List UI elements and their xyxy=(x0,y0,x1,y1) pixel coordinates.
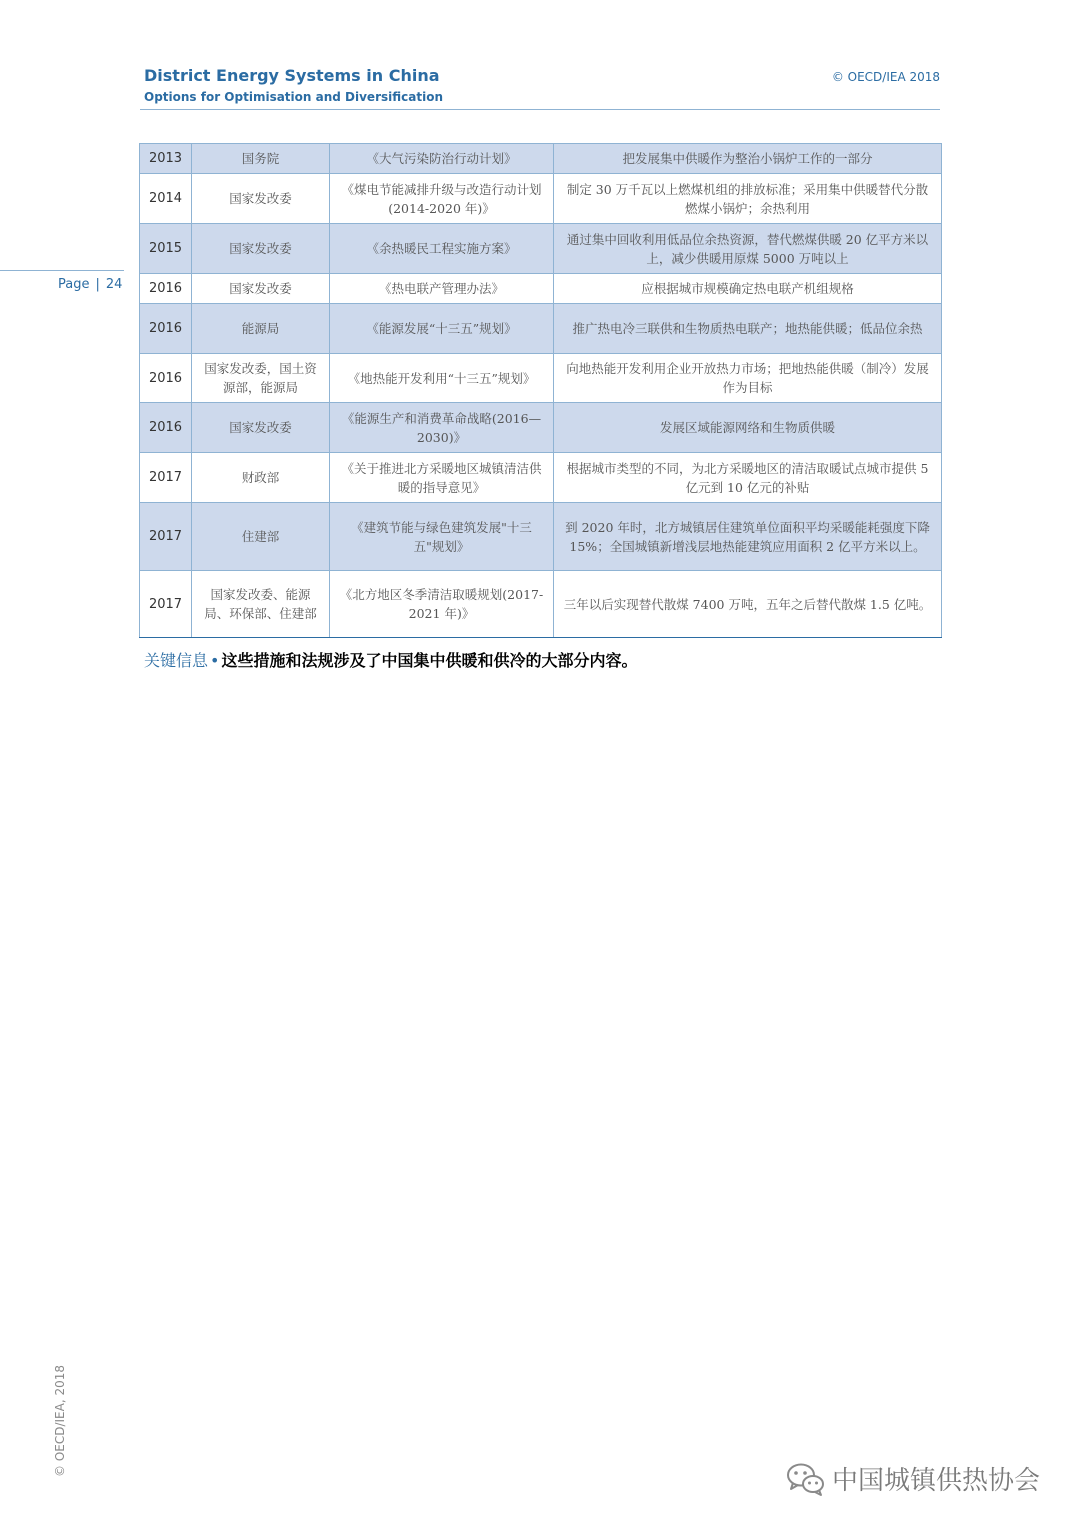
page-word: Page xyxy=(58,277,90,292)
table-row xyxy=(140,304,942,354)
table-row xyxy=(140,144,942,174)
document-cell: 《建筑节能与绿色建筑发展"十三五"规划》 xyxy=(330,503,554,571)
document-title: District Energy Systems in China xyxy=(144,66,440,85)
key-message-label: 关键信息 xyxy=(144,651,209,670)
policy-table xyxy=(139,143,942,638)
table-row xyxy=(140,453,942,503)
agency-cell: 能源局 xyxy=(192,304,330,354)
agency-cell: 国家发改委 xyxy=(192,224,330,274)
table-row xyxy=(140,503,942,571)
content-cell: 把发展集中供暖作为整治小锅炉工作的一部分 xyxy=(554,144,942,174)
document-cell: 《关于推进北方采暖地区城镇清洁供暖的指导意见》 xyxy=(330,453,554,503)
year-cell: 2016 xyxy=(140,354,192,403)
side-copyright: © OECD/IEA, 2018 xyxy=(53,1364,67,1477)
document-cell: 《大气污染防治行动计划》 xyxy=(330,144,554,174)
content-cell: 应根据城市规模确定热电联产机组规格 xyxy=(554,274,942,304)
page-number: 24 xyxy=(105,277,123,292)
agency-cell: 国家发改委 xyxy=(192,403,330,453)
content-cell: 通过集中回收利用低品位余热资源，替代燃煤供暖 20 亿平方米以上，减少供暖用原煤 5000 万吨以上 xyxy=(554,224,942,274)
header-divider xyxy=(140,109,940,110)
watermark-text: 中国城镇供热协会 xyxy=(832,1466,1041,1496)
year-cell: 2017 xyxy=(140,571,192,638)
agency-cell: 国家发改委 xyxy=(192,174,330,224)
content-cell: 三年以后实现替代散煤 7400 万吨，五年之后替代散煤 1.5 亿吨。 xyxy=(554,571,942,638)
header-copyright: © OECD/IEA 2018 xyxy=(831,70,940,84)
page-separator: | xyxy=(95,277,100,292)
watermark xyxy=(786,1460,1040,1497)
document-subtitle: Options for Optimisation and Diversification xyxy=(144,90,443,104)
table-row xyxy=(140,174,942,224)
content-cell: 制定 30 万千瓦以上燃煤机组的排放标准；采用集中供暖替代分散燃煤小锅炉；余热利用 xyxy=(554,174,942,224)
content-cell: 根据城市类型的不同，为北方采暖地区的清洁取暖试点城市提供 5 亿元到 10 亿元的补贴 xyxy=(554,453,942,503)
margin-divider xyxy=(0,270,124,271)
wechat-icon xyxy=(786,1461,826,1497)
agency-cell: 国家发改委 xyxy=(192,274,330,304)
table-row xyxy=(140,403,942,453)
agency-cell: 国家发改委、能源局、环保部、住建部 xyxy=(192,571,330,638)
key-message-text: 这些措施和法规涉及了中国集中供暖和供冷的大部分内容。 xyxy=(221,651,638,670)
year-cell: 2014 xyxy=(140,174,192,224)
year-cell: 2016 xyxy=(140,403,192,453)
year-cell: 2016 xyxy=(140,304,192,354)
page-number-label xyxy=(58,277,122,292)
content-cell: 到 2020 年时，北方城镇居住建筑单位面积平均采暖能耗强度下降 15%；全国城镇新增浅层地热能建筑应用面积 2 亿平方米以上。 xyxy=(554,503,942,571)
table-row xyxy=(140,224,942,274)
table-row xyxy=(140,274,942,304)
year-cell: 2017 xyxy=(140,503,192,571)
year-cell: 2013 xyxy=(140,144,192,174)
content-cell: 发展区域能源网络和生物质供暖 xyxy=(554,403,942,453)
document-cell: 《余热暖民工程实施方案》 xyxy=(330,224,554,274)
agency-cell: 住建部 xyxy=(192,503,330,571)
table-row xyxy=(140,571,942,638)
table-row xyxy=(140,354,942,403)
document-cell: 《能源发展“十三五”规划》 xyxy=(330,304,554,354)
agency-cell: 国务院 xyxy=(192,144,330,174)
content-cell: 向地热能开发利用企业开放热力市场；把地热能供暖（制冷）发展作为目标 xyxy=(554,354,942,403)
document-cell: 《地热能开发利用“十三五”规划》 xyxy=(330,354,554,403)
year-cell: 2017 xyxy=(140,453,192,503)
document-cell: 《能源生产和消费革命战略(2016—2030)》 xyxy=(330,403,554,453)
content-cell: 推广热电冷三联供和生物质热电联产；地热能供暖；低品位余热 xyxy=(554,304,942,354)
bullet-icon: • xyxy=(210,651,220,670)
agency-cell: 国家发改委，国土资源部，能源局 xyxy=(192,354,330,403)
document-cell: 《煤电节能减排升级与改造行动计划(2014-2020 年)》 xyxy=(330,174,554,224)
key-message xyxy=(144,648,637,671)
year-cell: 2015 xyxy=(140,224,192,274)
document-cell: 《热电联产管理办法》 xyxy=(330,274,554,304)
year-cell: 2016 xyxy=(140,274,192,304)
document-cell: 《北方地区冬季清洁取暖规划(2017-2021 年)》 xyxy=(330,571,554,638)
agency-cell: 财政部 xyxy=(192,453,330,503)
